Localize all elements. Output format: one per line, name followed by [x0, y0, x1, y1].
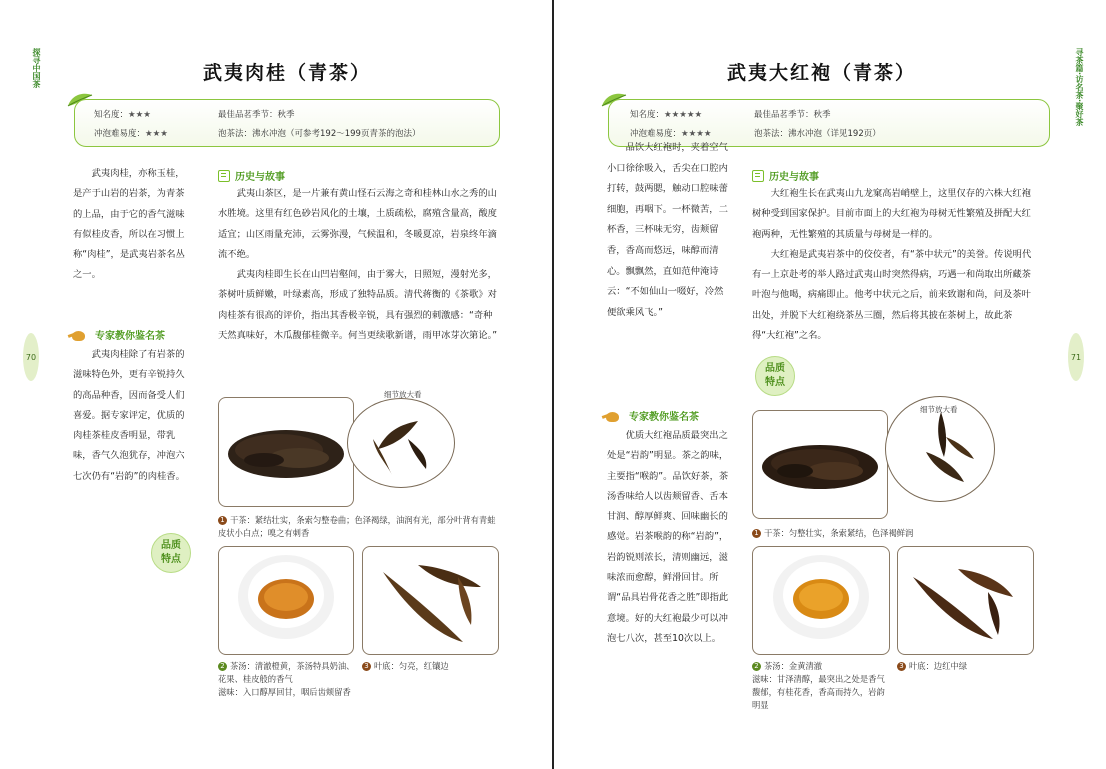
zoom-label: 细节放大看 [920, 405, 958, 414]
expert-text: 武夷肉桂除了有岩茶的滋味特色外，更有辛锐持久的高品种香，因而备受人们喜爱。据专家评定，优质的肉桂茶桂皮香明显，带乳味，香气久泡犹存，冲泡六七次仍有“岩韵”的肉桂香。 [73, 349, 185, 482]
best-season: 最佳品茗季节：秋季 [754, 110, 831, 120]
leaf-detail-illustration [348, 399, 454, 487]
caption-dry-tea: 1 干茶：匀整壮实，条索紧结，色泽褐鲜润 [752, 527, 1036, 540]
brewing-method: 泡茶法：沸水冲泡（详见192页） [754, 129, 881, 139]
book-icon [218, 170, 230, 182]
caption-leaf-base: 3 叶底：匀亮，红镶边 [362, 660, 502, 673]
stars-icon: ★★★ [145, 129, 168, 139]
intro-text: 武夷肉桂，亦称玉桂，是产于山岩的岩茶，为青茶的上品，由于它的香气滋味有似桂皮香，所以在习惯上称“肉桂”，是武夷岩茶名丛之一。 [73, 168, 185, 281]
tea-liquor-image [218, 546, 354, 655]
caption-liquor: 2 茶汤：清澈橙黄，茶汤特具奶油、花果、桂皮般的香气 滋味：入口醇厚回甘，咽后齿颊留香 [218, 661, 355, 697]
number-1-icon: 1 [752, 529, 761, 538]
tea-cup-illustration [753, 547, 889, 654]
page-title: 武夷肉桂（青茶） [203, 62, 372, 84]
zoom-detail-circle [347, 398, 455, 488]
stars-icon: ★★★ [128, 110, 151, 120]
expert-text: 优质大红袍品质最突出之处是“岩韵”明显。茶之韵味，主要指“喉韵”。品饮好茶，茶汤香味给人以齿颊留香、舌本甘润、醇厚鲜爽、回味幽长的感觉。岩茶喉韵的称“岩韵”，岩韵锐则浓长，清则幽远，滋味浓而愈醇，鲜滑回甘。所谓“品具岩骨花香之胜”即指此意境。好的大红袍最少可以冲泡七八次，甚至10次以上。 [607, 430, 729, 644]
history-text: 大红袍生长在武夷山九龙窠高岩峭壁上，这里仅存的六株大红袍树种受到国家保护。目前市面上的大红袍为母树无性繁殖及拼配大红袍两种，无性繁殖的其质量与母树是一样的。 大红袍是武夷岩茶中的佼佼者，有“茶中状元”的美誉。传说明代有一上京赴考的举人路过武夷山时突然得病，巧遇一和尚取出所藏茶叶泡与他喝，病痛即止。他考中状元之后，前来致谢和尚，问及茶叶出处，并脱下大红袍绕茶丛三圈，然后将其披在茶树上，故此茶得“大红袍”之名。 [752, 188, 1032, 342]
right-page [555, 0, 1106, 769]
page-divider [552, 0, 554, 769]
dry-tea-leaves-illustration [219, 398, 353, 506]
leaf-base-image [897, 546, 1034, 655]
intro-text: 品饮大红袍时，夹着空气小口徐徐吸入，舌尖在口腔内打转，鼓两腮，触动口腔味蕾细胞，再咽下。一杯微苦，二杯香，三杯味无穷，齿颊留香，香高而悠远，味醇而清心。飘飘然，直如范仲淹诗云：“不如仙山一啜好，冷然便欲乘风飞。” [607, 142, 728, 318]
number-2-icon: 2 [752, 662, 761, 671]
dry-tea-leaves-illustration [753, 411, 887, 518]
quality-badge: 品质 特点 [755, 356, 795, 396]
book-icon [752, 170, 764, 182]
tea-cup-illustration [219, 547, 353, 654]
difficulty-rating: 冲泡难易度：★★★★ [630, 129, 712, 139]
wet-leaves-illustration [363, 547, 498, 654]
number-3-icon: 3 [362, 662, 371, 671]
tea-liquor-image [752, 546, 890, 655]
page-number: 70 [23, 333, 39, 381]
page-title: 武夷大红袍（青茶） [727, 62, 917, 84]
side-tab: 寻茶篇·访名茶·聚好茶 [1075, 48, 1084, 127]
number-1-icon: 1 [218, 516, 227, 525]
quality-badge: 品质 特点 [151, 533, 191, 573]
number-2-icon: 2 [218, 662, 227, 671]
info-box [74, 99, 500, 147]
dry-tea-image [218, 397, 354, 507]
leaf-base-image [362, 546, 499, 655]
teapot-icon [602, 409, 624, 423]
expert-heading: 专家教你鉴名茶 [602, 408, 699, 423]
brewing-method: 泡茶法：沸水冲泡（可参考192～199页青茶的泡法） [218, 129, 421, 139]
best-season: 最佳品茗季节：秋季 [218, 110, 295, 120]
history-heading: 历史与故事 [218, 168, 285, 183]
fame-rating: 知名度：★★★ [94, 110, 151, 120]
caption-leaf-base: 3 叶底：边红中绿 [897, 660, 1037, 673]
history-text: 武夷山茶区，是一片兼有黄山怪石云海之奇和桂林山水之秀的山水胜境。这里有红色砂岩风化的土壤，土质疏松，腐殖含量高，酸度适宜；山区雨量充沛，云雾弥漫，气候温和，冬暖夏凉，岩泉终年滴流不绝。 武夷肉桂即生长在山凹岩壑间，由于雾大，日照短，漫射光多，茶树叶质鲜嫩，叶绿素高，形成了独特品质。清代蒋衡的《茶歌》对肉桂茶有很高的评价，指出其香极辛锐，具有强烈的刺激感：“奇种天然真味好，木瓜馥郁桂微辛。何当更续歌新谱，雨甲冰芽次第论。” [218, 188, 498, 342]
side-tab: 探寻中国茶 [32, 48, 41, 88]
page-number: 71 [1068, 333, 1084, 381]
dry-tea-image [752, 410, 888, 519]
teapot-icon [68, 328, 90, 342]
stars-icon: ★★★★★ [664, 110, 703, 120]
caption-dry-tea: 1 干茶：紧结壮实，条索匀整卷曲；色泽褐绿，油润有光，部分叶背有青蛙皮状小白点；嗅之有刺香 [218, 515, 496, 538]
number-3-icon: 3 [897, 662, 906, 671]
zoom-label: 细节放大看 [384, 390, 422, 399]
history-heading: 历史与故事 [752, 168, 819, 183]
expert-heading: 专家教你鉴名茶 [68, 327, 165, 342]
stars-icon: ★★★★ [681, 129, 712, 139]
wet-leaves-illustration [898, 547, 1033, 654]
difficulty-rating: 冲泡难易度：★★★ [94, 129, 168, 139]
caption-liquor: 2 茶汤：金黄清澈 滋味：甘泽清醇，最突出之处是香气馥郁，有桂花香，香高而持久，岩韵明显 [752, 661, 885, 710]
fame-rating: 知名度：★★★★★ [630, 110, 703, 120]
